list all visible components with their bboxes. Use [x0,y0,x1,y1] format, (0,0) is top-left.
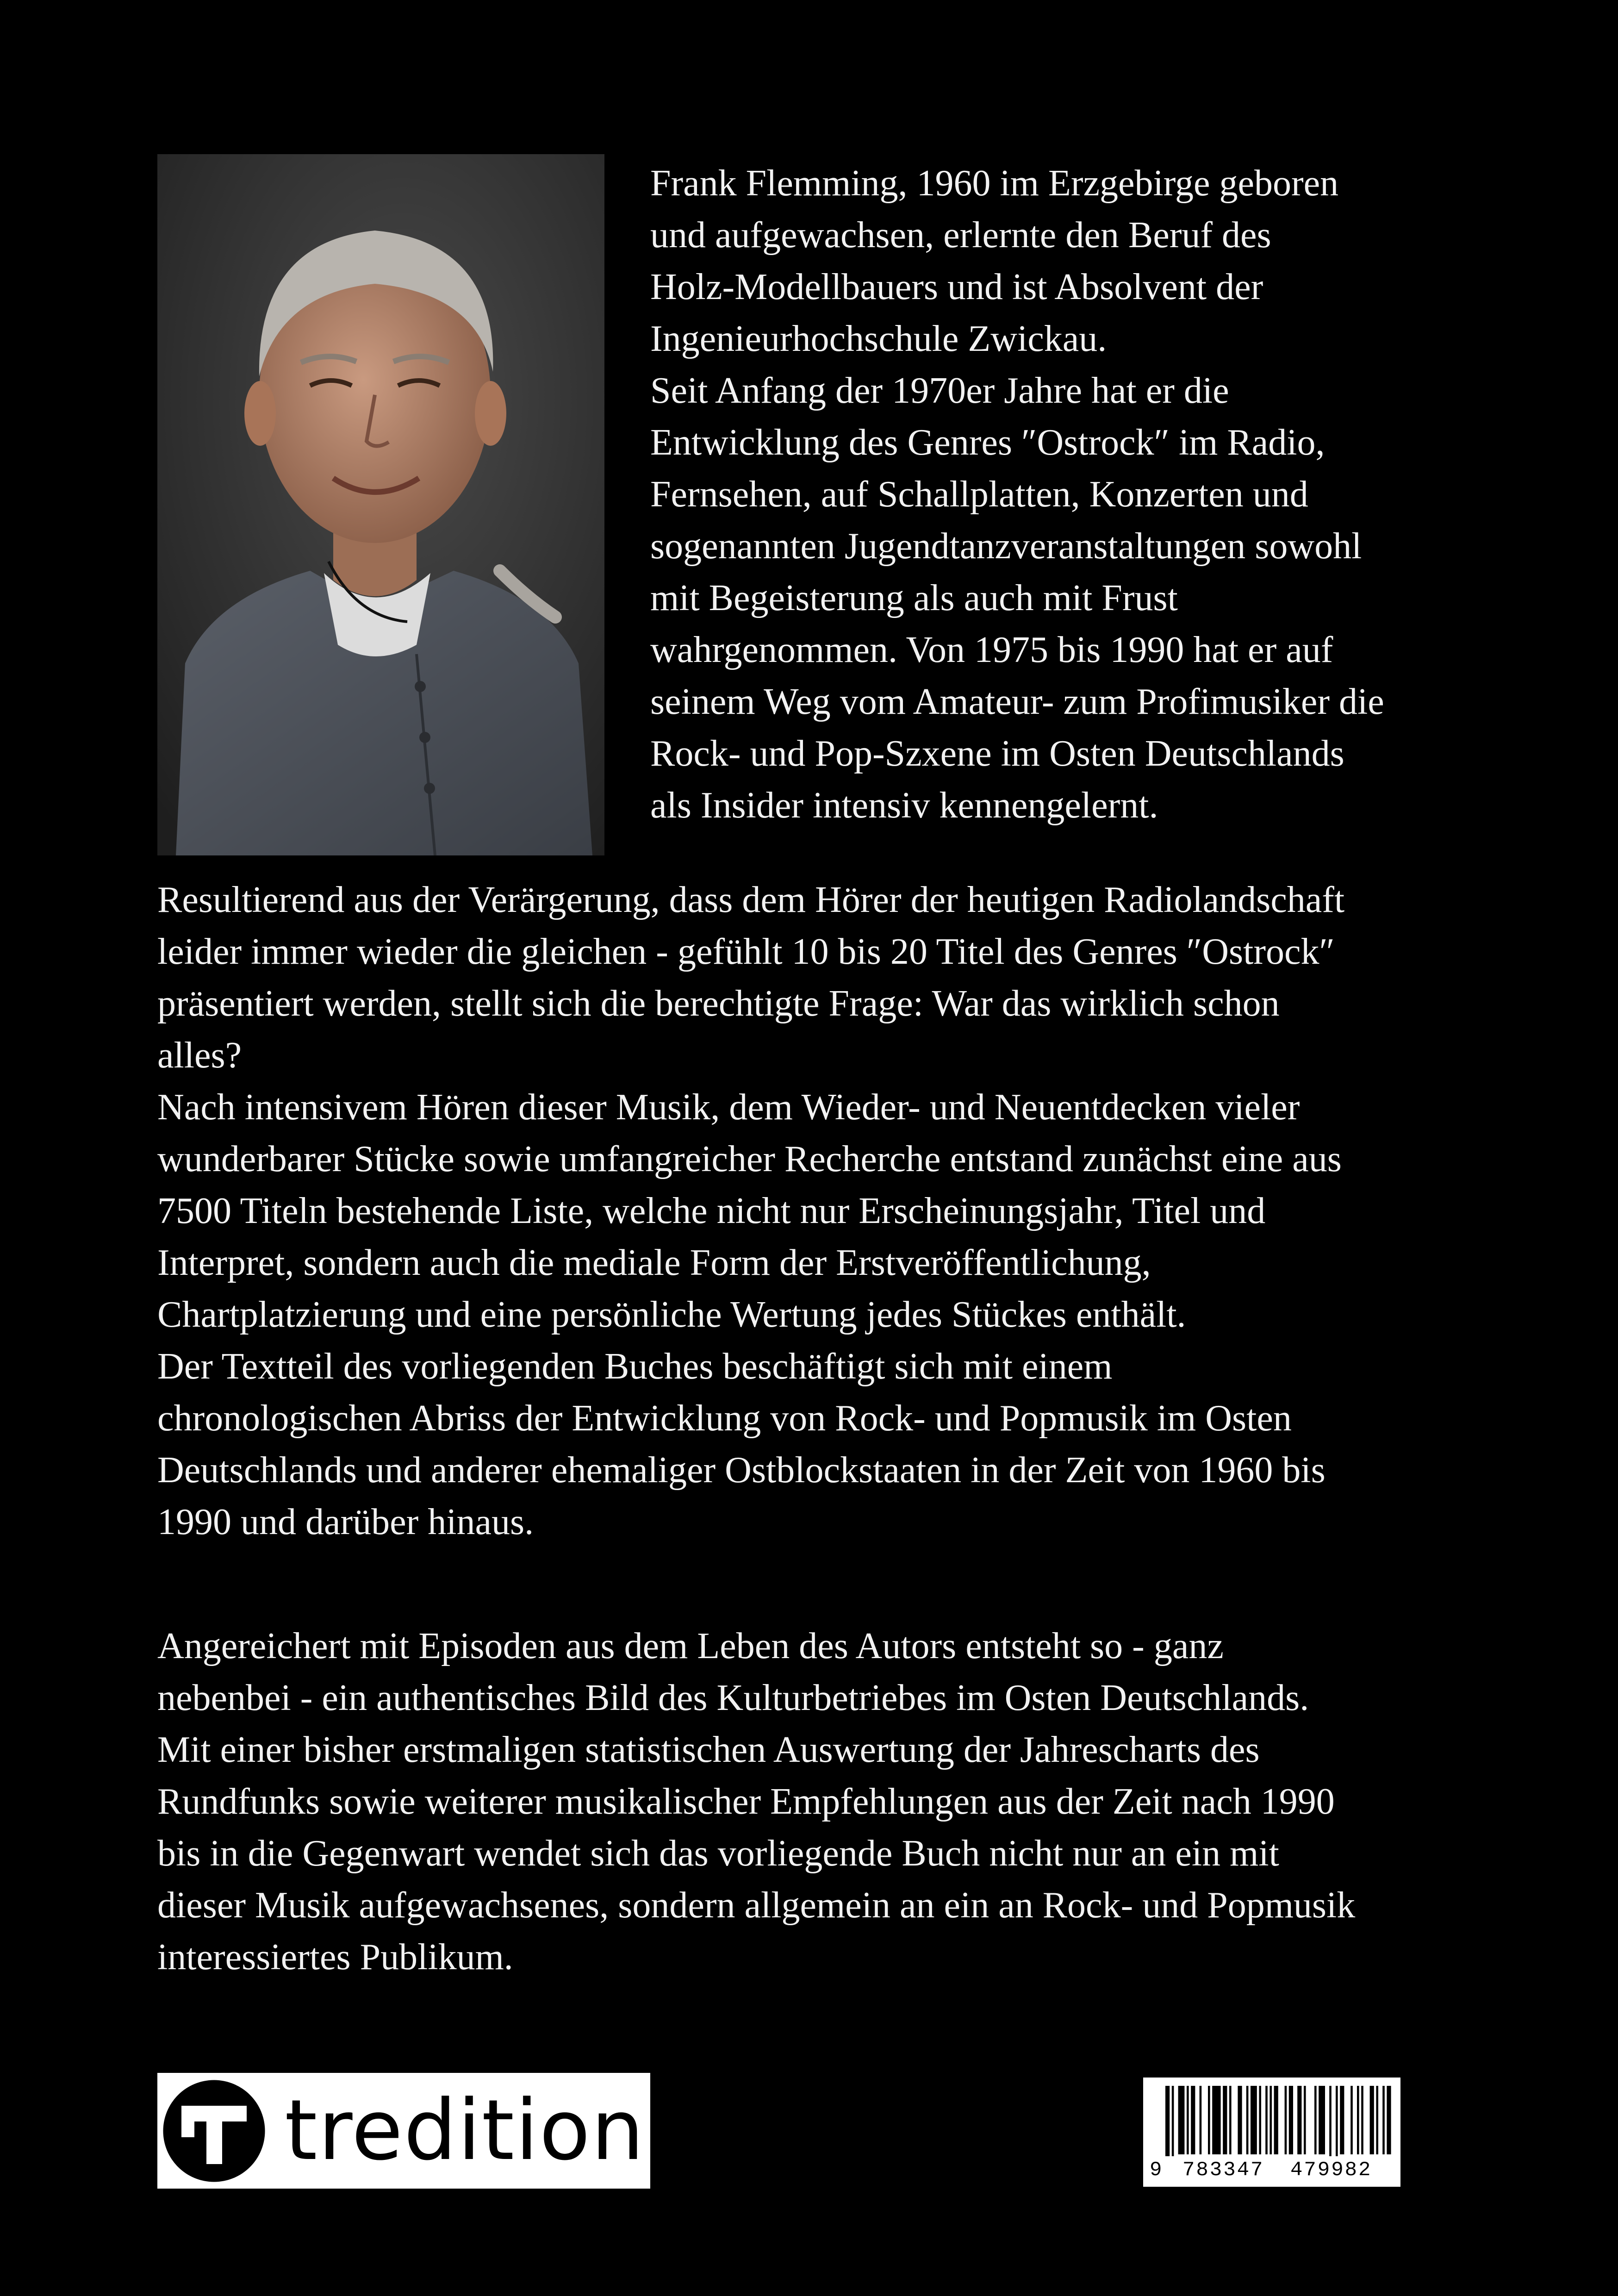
description-paragraph: Resultierend aus der Verärgerung, dass dem Hörer der heutigen Radiolandschaft leider immer wieder die gleichen - gefühlt 10 bis 20 Titel des Genres ″Ostrock″ präsentiert werden, stellt sich die berechtigte Frage: War das wirklich schon alles? Nach intensivem Hören dieser Musik, dem Wieder- und Neuentdecken vieler wunderbarer Stücke sowie umfangreicher Recherche entstand zunächst eine aus 7500 Titeln bestehende Liste, welche nicht nur Erscheinungsjahr, Titel und Interpret, sondern auch die mediale Form der Erstveröffentlichung, Chartplatzierung und eine persönliche Wertung jedes Stückes enthält. Der Textteil des vorliegenden Buches beschäftigt sich mit einem chronologischen Abriss der Entwicklung von Rock- und Popmusik im Osten Deutschlands und anderer ehemaliger Ostblockstaaten in der Zeit von 1960 bis 1990 und darüber hinaus. [157,880,1345,1542]
barcode-bar [1336,2086,1338,2156]
barcode-bar [1370,2086,1374,2154]
barcode-icon [1143,2078,1400,2156]
barcode-bar [1191,2086,1195,2154]
barcode-bar [1382,2086,1385,2154]
barcode-bar [1387,2086,1391,2154]
barcode-bar [1329,2086,1332,2156]
barcode-bar [1285,2086,1287,2154]
barcode-bar [1172,2086,1174,2156]
barcode-bar [1357,2086,1359,2154]
barcode-bar [1274,2086,1278,2154]
barcode-bar [1251,2086,1257,2154]
barcode-bar [1304,2086,1306,2154]
barcode-bar [1270,2086,1272,2154]
publisher-logo [157,2073,650,2189]
isbn-lead-digit: 9 [1150,2159,1162,2182]
barcode-bar [1314,2086,1317,2154]
barcode-bar [1265,2086,1268,2154]
tredition-logo-icon [162,2079,266,2183]
publisher-name: tredition [285,2082,645,2179]
author-portrait-photo [157,154,604,855]
barcode-bar [1212,2086,1220,2154]
isbn-digits [1143,2156,1400,2184]
barcode-bar [1208,2086,1210,2154]
barcode-bar [1259,2086,1261,2154]
author-bio: Frank Flemming, 1960 im Erzgebirge geboren und aufgewachsen, erlernte den Beruf des Holz-Modellbauers und ist Absolvent der Ingenieurhochschule Zwickau. Seit Anfang der 1970er Jahre hat er die Entwicklung des Genres ″Ostrock″ im Radio, Fernsehen, auf Schallplatten, Konzerten und sogenannten Jugendtanzveranstaltungen sowohl mit Begeisterung als auch mit Frust wahrgenommen. Von 1975 bis 1990 hat er auf seinem Weg vom Amateur- zum Profimusiker die Rock- und Pop-Szxene im Osten Deutschlands als Insider intensiv kennengelernt. [650,163,1384,826]
barcode-bar [1340,2086,1344,2154]
barcode-bar [1223,2086,1227,2154]
isbn-digit-group-2: 479982 [1290,2159,1372,2182]
barcode-bar [1187,2086,1189,2154]
barcode-bar [1178,2086,1185,2154]
barcode-bar [1376,2086,1378,2154]
barcode-bar [1229,2086,1232,2154]
barcode-bar [1297,2086,1301,2154]
barcode-bar [1165,2086,1170,2156]
barcode-bar [1238,2086,1242,2154]
barcode-bar [1350,2086,1353,2154]
barcode-bar [1361,2086,1363,2154]
author-portrait-illustration [157,154,604,855]
barcode-bar [1319,2086,1325,2154]
barcode-bar [1246,2086,1249,2154]
barcode-bar [1200,2086,1202,2154]
isbn-digit-group-1: 783347 [1182,2159,1264,2182]
barcode-bar [1289,2086,1293,2154]
isbn-barcode [1143,2078,1400,2187]
description-paragraph: Angereichert mit Episoden aus dem Leben des Autors entsteht so - ganz nebenbei - ein authentisches Bild des Kulturbetriebes im Osten Deutschlands. Mit einer bisher erstmaligen statistischen Auswertung der Jahrescharts des Rundfunks sowie weiterer musikalischer Empfehlungen aus der Zeit nach 1990 bis in die Gegenwart wendet sich das vorliegende Buch nicht nur an ein mit dieser Musik aufgewachsenes, sondern allgemein an ein an Rock- und Popmusik interessiertes Publikum. [157,1626,1356,1978]
